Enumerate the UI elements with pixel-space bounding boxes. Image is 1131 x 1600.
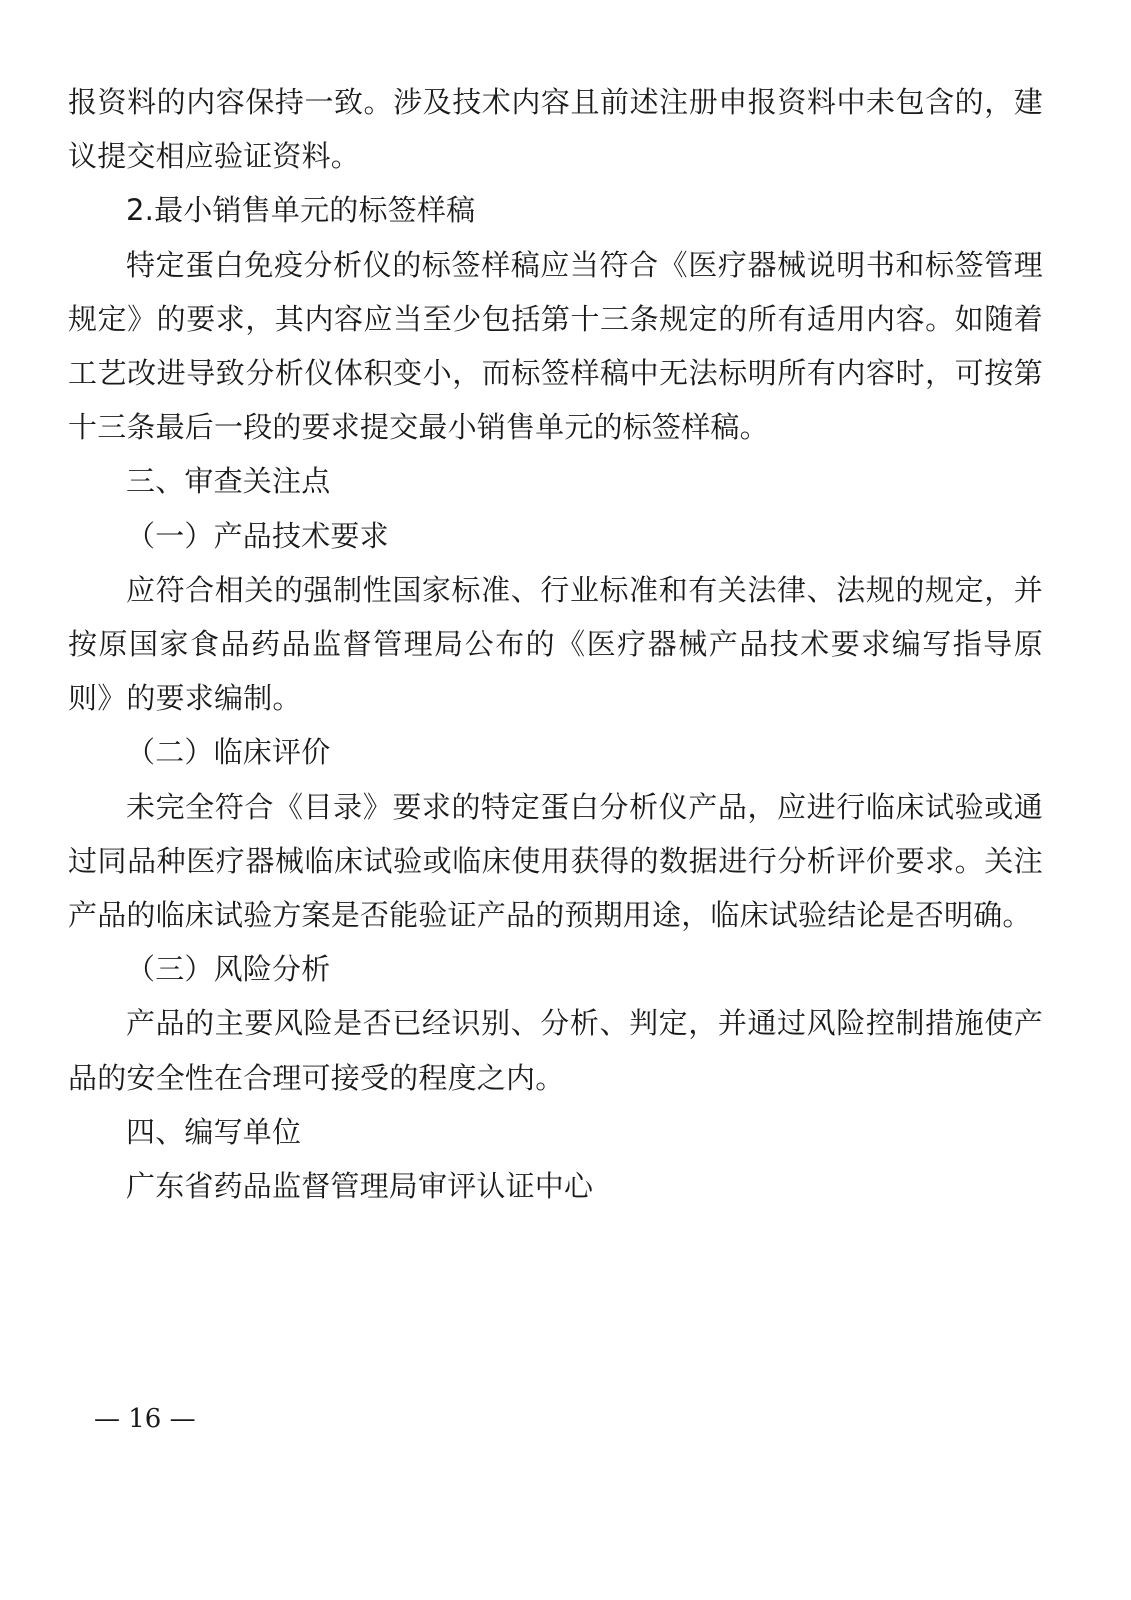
- section-heading-drafting-unit: 四、编写单位: [126, 1114, 302, 1149]
- paragraph-clinical-evaluation: 未完全符合《目录》要求的特定蛋白分析仪产品，应进行临床试验或通过同品种医疗器械临床试验或临床使用获得的数据进行分析评价要求。关注产品的临床试验方案是否能验证产品的预期用途，临床试验结论是否明确。: [68, 789, 1043, 933]
- section-heading-review-points: 三、审查关注点: [126, 464, 331, 499]
- subheading-risk-analysis: （三）风险分析: [126, 952, 331, 987]
- paragraph-continuation: 报资料的内容保持一致。涉及技术内容且前述注册申报资料中未包含的，建议提交相应验证资料。: [68, 85, 1043, 174]
- body-text: [68, 75, 1043, 1213]
- paragraph-drafting-unit: 广东省药品监督管理局审评认证中心: [126, 1169, 594, 1204]
- subheading-technical-requirements: （一）产品技术要求: [126, 518, 389, 553]
- paragraph-risk-analysis: 产品的主要风险是否已经识别、分析、判定，并通过风险控制措施使产品的安全性在合理可接受的程度之内。: [68, 1006, 1043, 1095]
- subheading-clinical-evaluation: （二）临床评价: [126, 735, 331, 770]
- subheading-label-sample: 2.最小销售单元的标签样稿: [126, 193, 476, 228]
- paragraph-technical-requirements: 应符合相关的强制性国家标准、行业标准和有关法律、法规的规定，并按原国家食品药品监督管理局公布的《医疗器械产品技术要求编写指导原则》的要求编制。: [68, 572, 1043, 716]
- page-number: — 16 —: [94, 1404, 196, 1434]
- paragraph-label-requirements: 特定蛋白免疫分析仪的标签样稿应当符合《医疗器械说明书和标签管理规定》的要求，其内容应当至少包括第十三条规定的所有适用内容。如随着工艺改进导致分析仪体积变小，而标签样稿中无法标明所有内容时，可按第十三条最后一段的要求提交最小销售单元的标签样稿。: [68, 247, 1043, 445]
